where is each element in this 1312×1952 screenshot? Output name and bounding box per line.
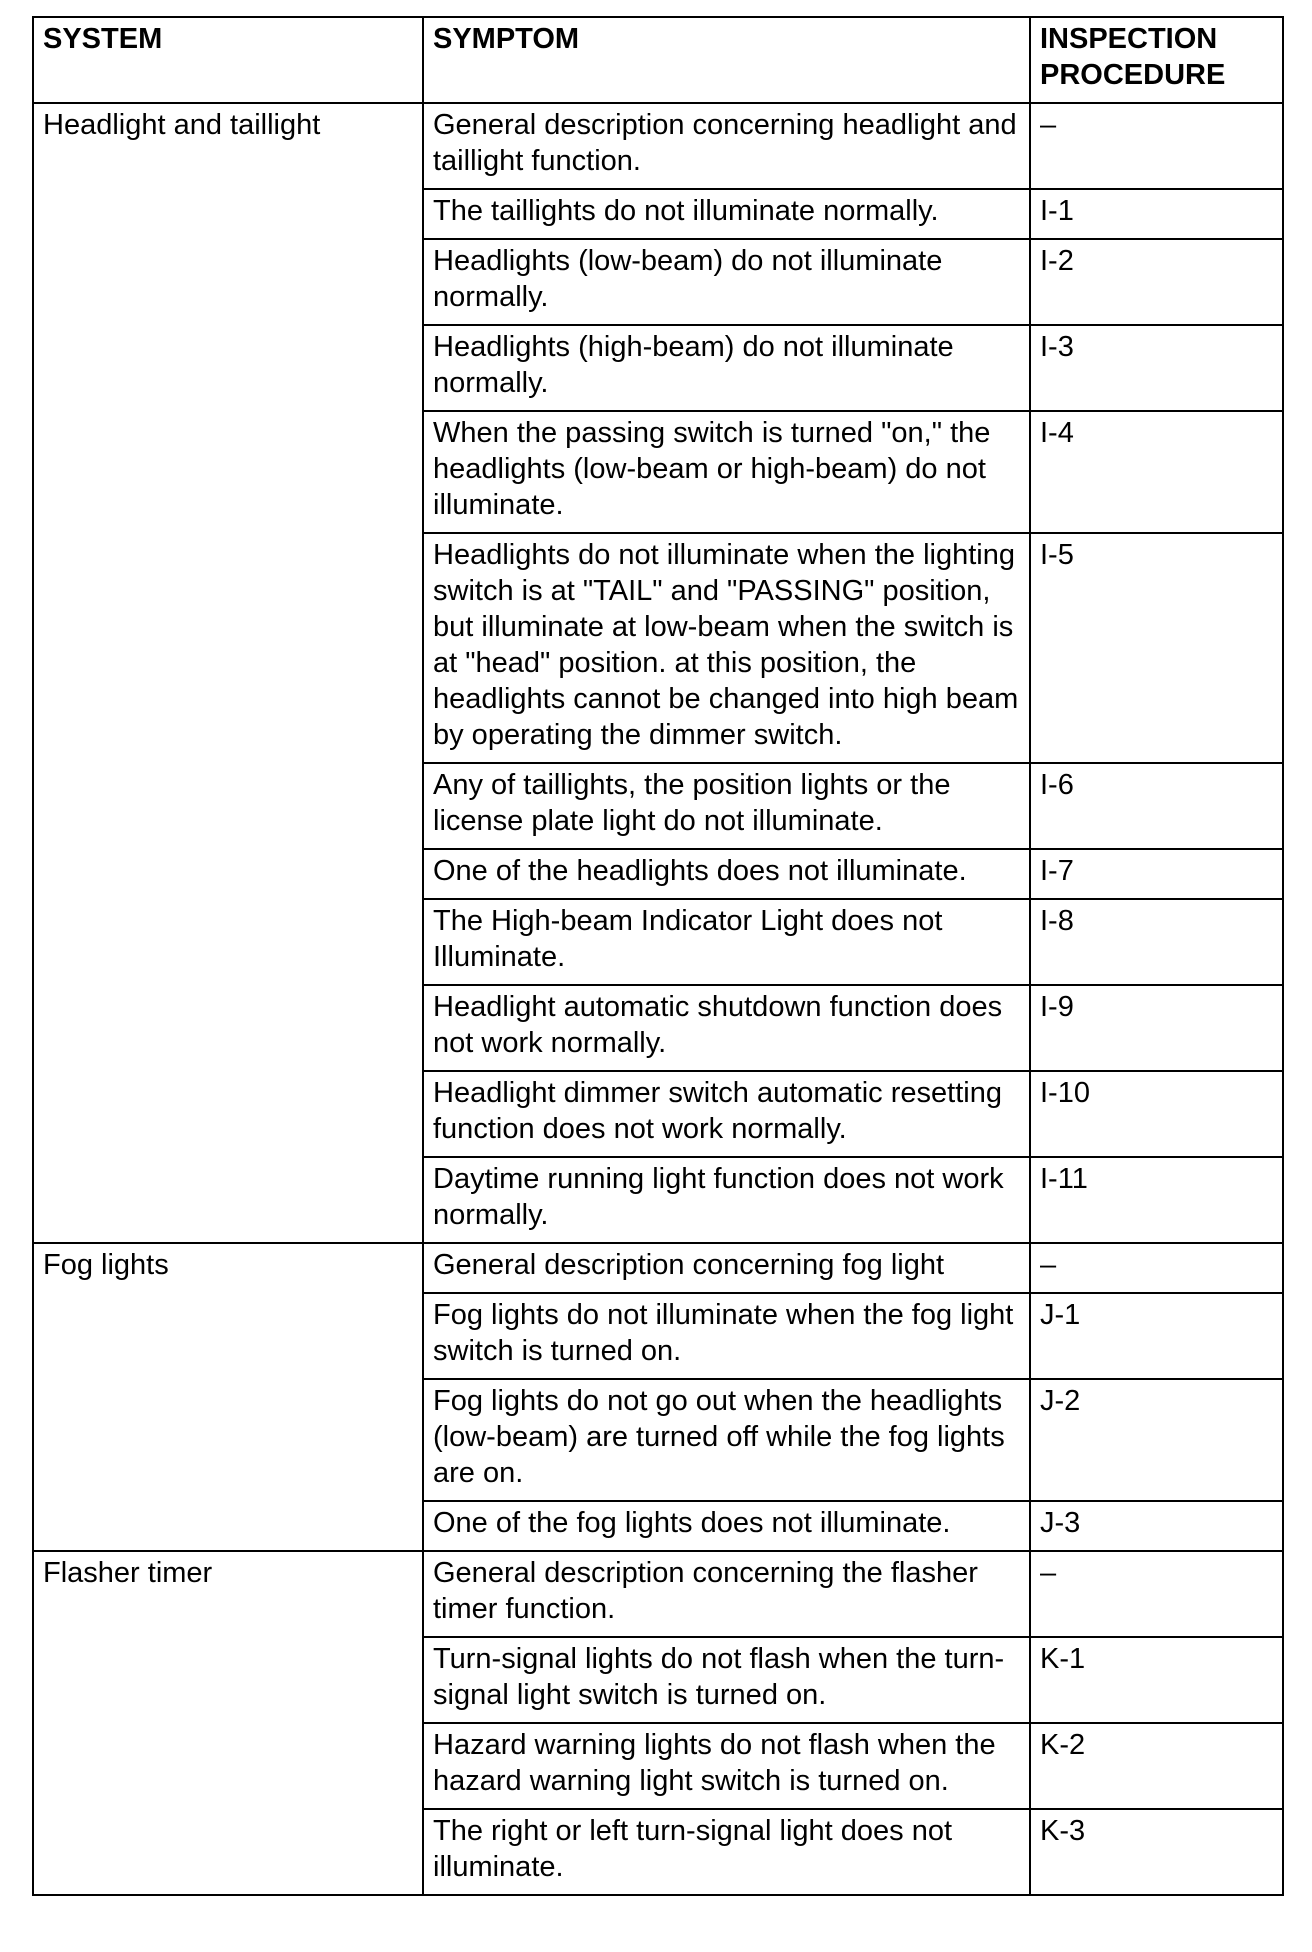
procedure-cell: I-9 [1030, 985, 1283, 1071]
symptom-cell: One of the headlights does not illuminate. [423, 849, 1030, 899]
symptom-cell: General description concerning headlight and taillight function. [423, 103, 1030, 189]
table-row [33, 103, 1283, 189]
table-body [33, 103, 1283, 1895]
procedure-cell: I-1 [1030, 189, 1283, 239]
procedure-cell: I-3 [1030, 325, 1283, 411]
symptom-table [32, 16, 1284, 1896]
symptom-cell: Headlight dimmer switch automatic resetting function does not work normally. [423, 1071, 1030, 1157]
table-row [33, 1551, 1283, 1637]
symptom-cell: Any of taillights, the position lights or the license plate light do not illuminate. [423, 763, 1030, 849]
symptom-cell: One of the fog lights does not illuminate. [423, 1501, 1030, 1551]
symptom-cell: Fog lights do not illuminate when the fog light switch is turned on. [423, 1293, 1030, 1379]
symptom-cell: General description concerning fog light [423, 1243, 1030, 1293]
table-row [33, 1243, 1283, 1293]
header-system: SYSTEM [33, 17, 423, 103]
procedure-cell: I-5 [1030, 533, 1283, 763]
symptom-cell: Headlight automatic shutdown function does not work normally. [423, 985, 1030, 1071]
symptom-cell: Headlights do not illuminate when the lighting switch is at "TAIL" and "PASSING" position, but illuminate at low-beam when the switch is at "head" position. at this position, the headlights cannot be changed into high beam by operating the dimmer switch. [423, 533, 1030, 763]
procedure-cell: J-1 [1030, 1293, 1283, 1379]
symptom-cell: General description concerning the flasher timer function. [423, 1551, 1030, 1637]
procedure-cell: I-7 [1030, 849, 1283, 899]
system-cell: Headlight and taillight [33, 103, 423, 1243]
procedure-cell: I-10 [1030, 1071, 1283, 1157]
procedure-cell: – [1030, 103, 1283, 189]
procedure-cell: K-1 [1030, 1637, 1283, 1723]
symptom-cell: Daytime running light function does not work normally. [423, 1157, 1030, 1243]
symptom-cell: The right or left turn-signal light does not illuminate. [423, 1809, 1030, 1895]
procedure-cell: I-8 [1030, 899, 1283, 985]
procedure-cell: J-3 [1030, 1501, 1283, 1551]
procedure-cell: I-6 [1030, 763, 1283, 849]
procedure-cell: – [1030, 1551, 1283, 1637]
header-symptom: SYMPTOM [423, 17, 1030, 103]
symptom-cell: Turn-signal lights do not flash when the turn-signal light switch is turned on. [423, 1637, 1030, 1723]
procedure-cell: – [1030, 1243, 1283, 1293]
procedure-cell: I-2 [1030, 239, 1283, 325]
system-cell: Fog lights [33, 1243, 423, 1551]
symptom-cell: The High-beam Indicator Light does not Illuminate. [423, 899, 1030, 985]
symptom-cell: Fog lights do not go out when the headlights (low-beam) are turned off while the fog lights are on. [423, 1379, 1030, 1501]
symptom-cell: When the passing switch is turned "on," the headlights (low-beam or high-beam) do not illuminate. [423, 411, 1030, 533]
header-row [33, 17, 1283, 103]
procedure-cell: K-2 [1030, 1723, 1283, 1809]
symptom-cell: The taillights do not illuminate normally. [423, 189, 1030, 239]
symptom-cell: Hazard warning lights do not flash when the hazard warning light switch is turned on. [423, 1723, 1030, 1809]
header-inspection-procedure: INSPECTION PROCEDURE [1030, 17, 1283, 103]
symptom-cell: Headlights (high-beam) do not illuminate normally. [423, 325, 1030, 411]
procedure-cell: I-4 [1030, 411, 1283, 533]
procedure-cell: K-3 [1030, 1809, 1283, 1895]
procedure-cell: J-2 [1030, 1379, 1283, 1501]
procedure-cell: I-11 [1030, 1157, 1283, 1243]
system-cell: Flasher timer [33, 1551, 423, 1895]
symptom-cell: Headlights (low-beam) do not illuminate normally. [423, 239, 1030, 325]
